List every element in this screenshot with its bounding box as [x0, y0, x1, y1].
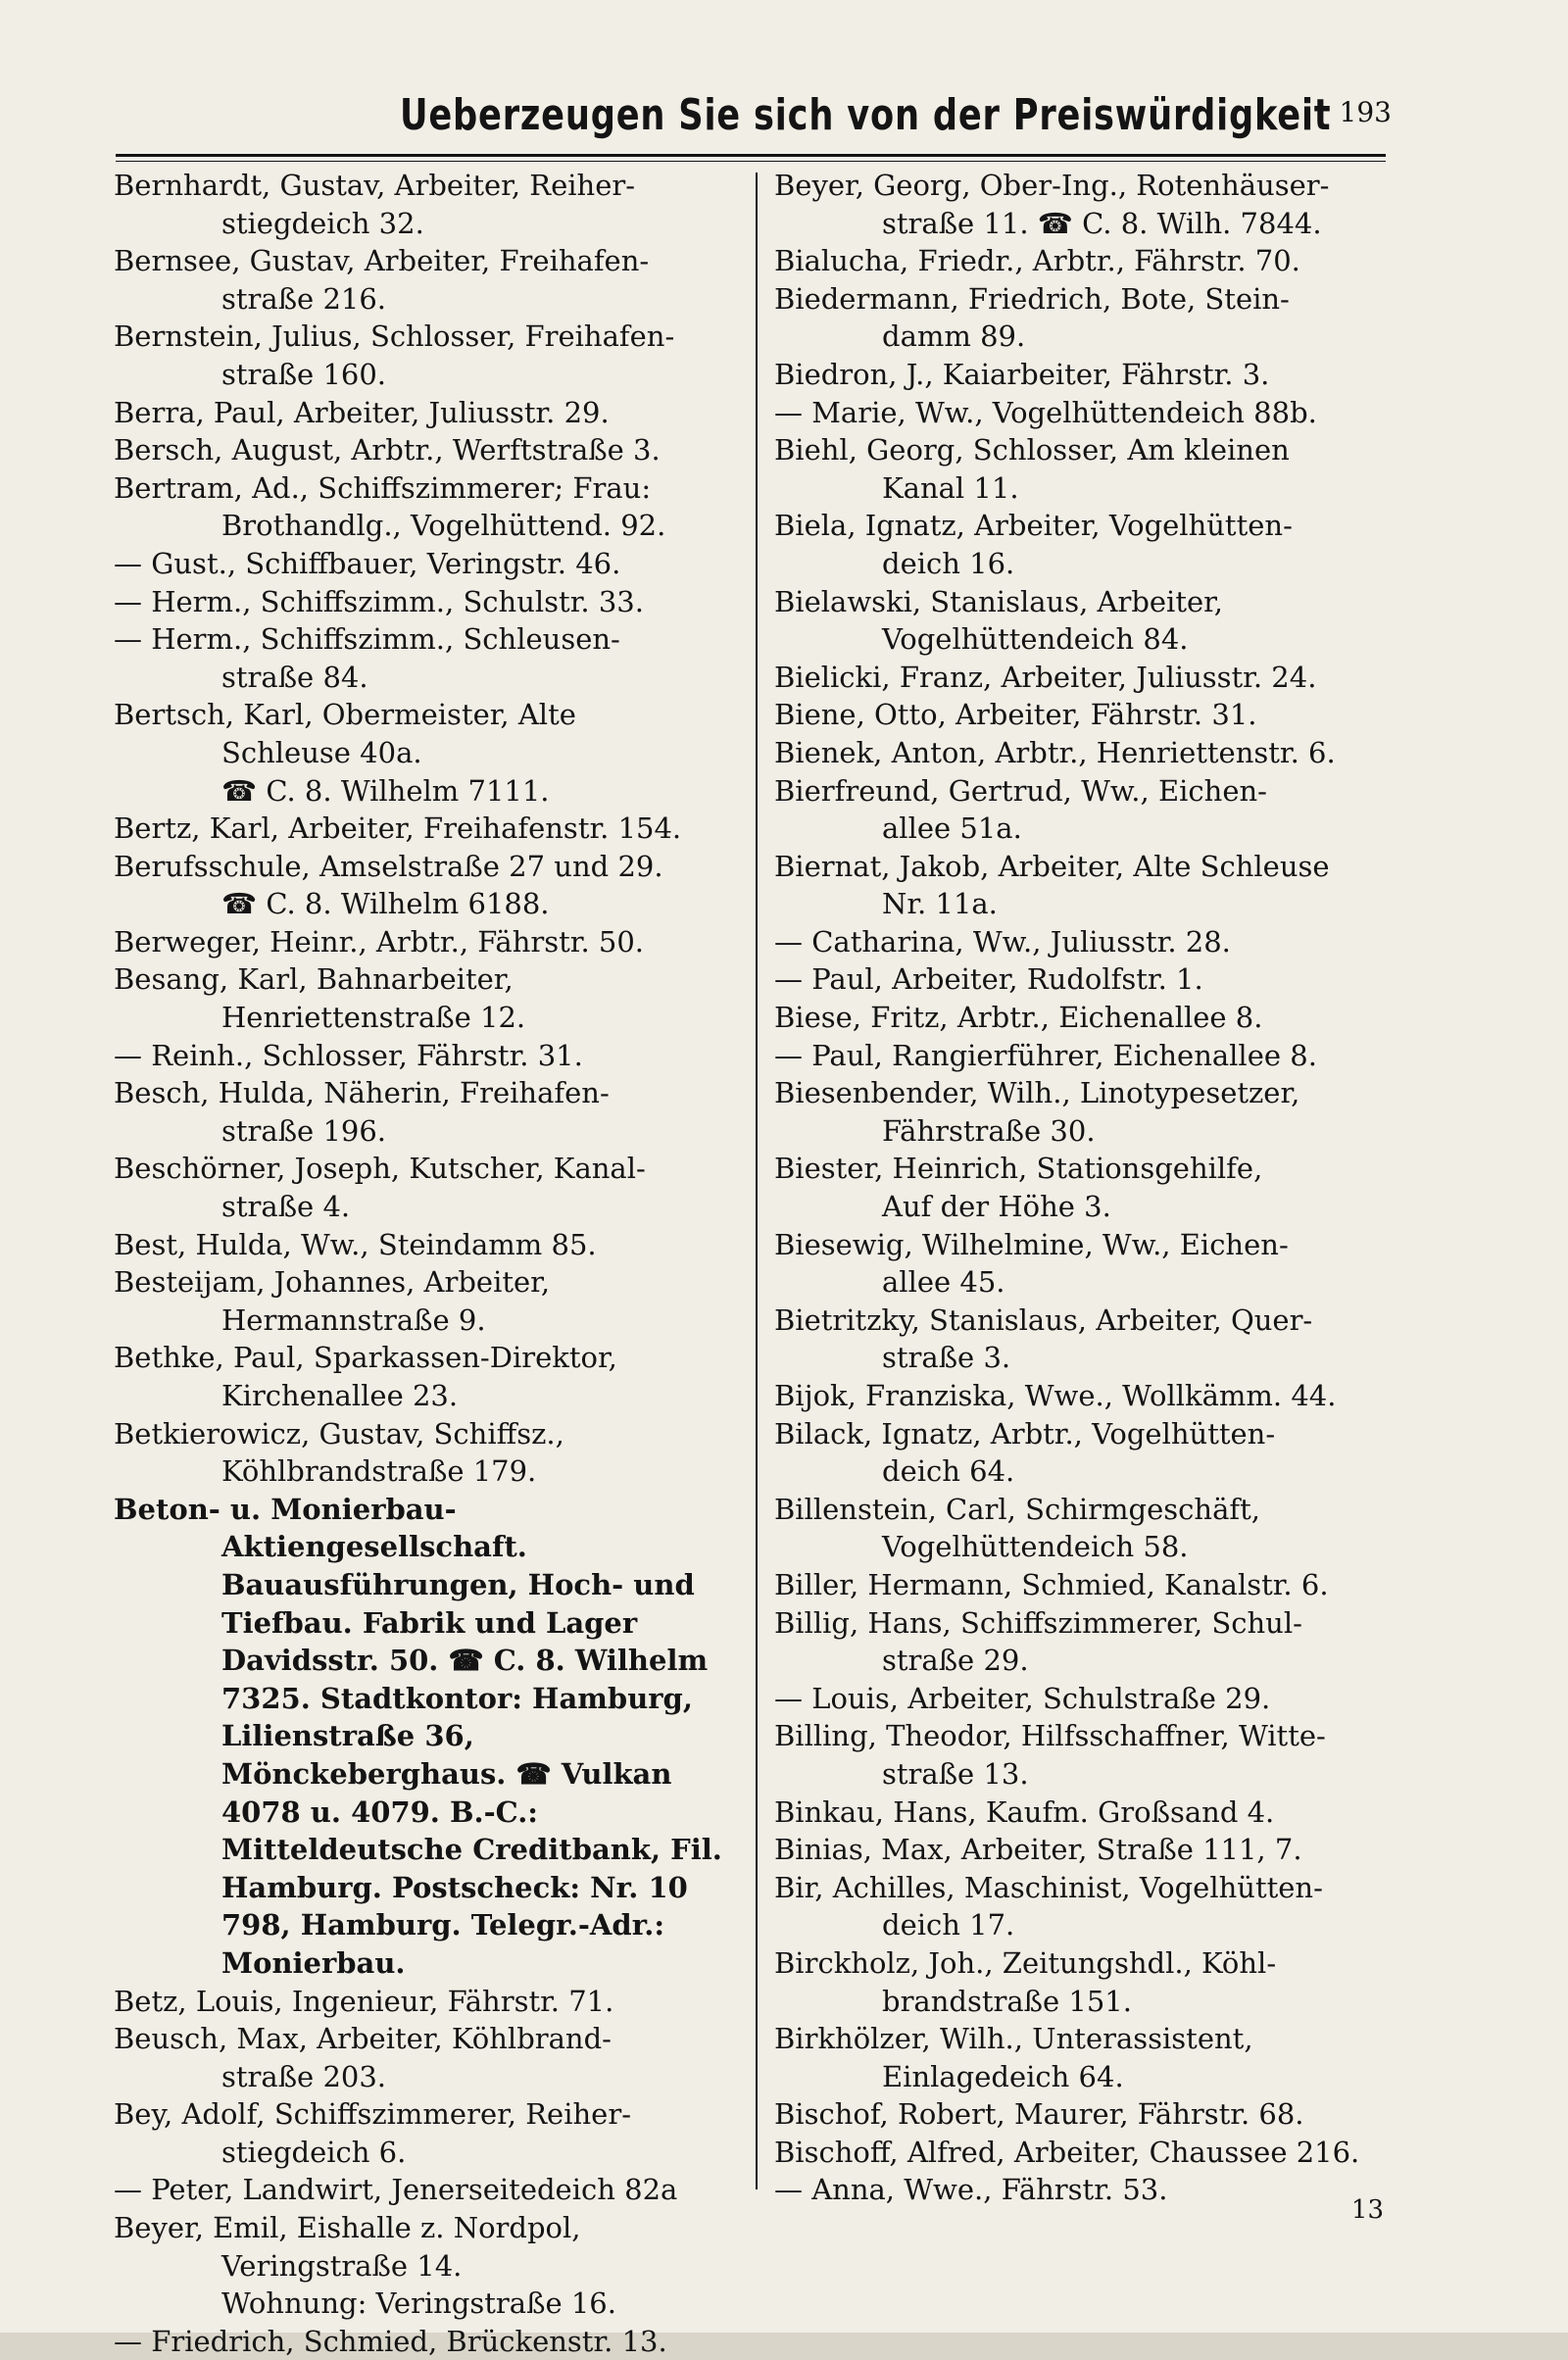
directory-entry: Bethke, Paul, Sparkassen-Direktor, Kirchenallee 23. — [114, 1341, 617, 1412]
directory-entry: Bischoff, Alfred, Arbeiter, Chaussee 216. — [774, 2135, 1360, 2169]
directory-entry: Besang, Karl, Bahnarbeiter, Henriettenstraße 12. — [114, 962, 526, 1035]
directory-entry: Billig, Hans, Schiffszimmerer, Schul- straße 29. — [774, 1605, 1302, 1678]
directory-entry: Beyer, Emil, Eishalle z. Nordpol, Veringstraße 14. Wohnung: Veringstraße 16. — [114, 2211, 616, 2321]
directory-entry: Bietritzky, Stanislaus, Arbeiter, Quer- straße 3. — [774, 1303, 1313, 1375]
directory-entry: Beton- u. Monierbau-Aktiengesellschaft. Bauausführungen, Hoch- und Tiefbau. Fabrik und Lager Davidsstr. 50. ☎ C. 8. Wilhelm 7325. Stadtkontor: Hamburg, Lilienstraße 36, Mönckeberghaus. ☎ Vulkan 4078 u. 4079. B.-C.: Mitteldeutsche Creditbank, Fil. Hamburg. Postscheck: Nr. 10 798, Hamburg. Telegr.-Adr.: Monierbau. — [114, 1492, 722, 1980]
directory-entry: Beyer, Georg, Ober-Ing., Rotenhäuser- straße 11. ☎ C. 8. Wilh. 7844. — [774, 169, 1330, 240]
directory-entry: Berra, Paul, Arbeiter, Juliusstr. 29. — [114, 395, 610, 429]
directory-entry: Birckholz, Joh., Zeitungshdl., Köhl- brandstraße 151. — [774, 1945, 1277, 2018]
directory-entry: — Anna, Wwe., Fährstr. 53. — [774, 2173, 1168, 2207]
directory-entry: — Friedrich, Schmied, Brückenstr. 13. — [114, 2324, 667, 2358]
directory-entry: Bialucha, Friedr., Arbtr., Fährstr. 70. — [774, 244, 1300, 278]
directory-entry: Bir, Achilles, Maschinist, Vogelhütten- deich 17. — [774, 1870, 1323, 1942]
directory-entry: Bersch, August, Arbtr., Werftstraße 3. — [114, 433, 661, 467]
directory-entry: Bertsch, Karl, Obermeister, Alte Schleuse 40a. ☎ C. 8. Wilhelm 7111. — [114, 698, 576, 808]
directory-entry: Billenstein, Carl, Schirmgeschäft, Vogelhüttendeich 58. — [774, 1492, 1260, 1564]
left-column — [114, 167, 741, 2360]
directory-entry: Biester, Heinrich, Stationsgehilfe, Auf der Höhe 3. — [774, 1152, 1263, 1224]
directory-entry: Bertz, Karl, Arbeiter, Freihafenstr. 154. — [114, 811, 682, 846]
directory-entry: — Gust., Schiffbauer, Veringstr. 46. — [114, 546, 621, 580]
directory-entry: Betkierowicz, Gustav, Schiffsz., Köhlbrandstraße 179. — [114, 1416, 564, 1489]
sheet-number: 13 — [1350, 2195, 1384, 2225]
directory-entry: — Catharina, Ww., Juliusstr. 28. — [774, 924, 1231, 959]
directory-entry: Bernhardt, Gustav, Arbeiter, Reiher- stiegdeich 32. — [114, 169, 636, 240]
directory-entry: — Herm., Schiffszimm., Schulstr. 33. — [114, 584, 644, 618]
directory-entry: Bilack, Ignatz, Arbtr., Vogelhütten- deich 64. — [774, 1416, 1276, 1489]
directory-entry: Billing, Theodor, Hilfsschaffner, Witte- straße 13. — [774, 1719, 1326, 1791]
directory-entry: Berweger, Heinr., Arbtr., Fährstr. 50. — [114, 924, 645, 959]
directory-entry: Best, Hulda, Ww., Steindamm 85. — [114, 1227, 597, 1261]
directory-entry: — Herm., Schiffszimm., Schleusen- straße 84. — [114, 622, 620, 694]
directory-entry: Biene, Otto, Arbeiter, Fährstr. 31. — [774, 698, 1257, 732]
directory-entry: Bertram, Ad., Schiffszimmerer; Frau: Brothandlg., Vogelhüttend. 92. — [114, 470, 666, 543]
directory-entry: Besteijam, Johannes, Arbeiter, Hermannstraße 9. — [114, 1265, 551, 1337]
directory-entry: Binias, Max, Arbeiter, Straße 111, 7. — [774, 1833, 1302, 1867]
directory-entry: Bischof, Robert, Maurer, Fährstr. 68. — [774, 2097, 1304, 2132]
directory-entry: Besch, Hulda, Näherin, Freihafen- straße 196. — [114, 1076, 610, 1148]
directory-entry: Bienek, Anton, Arbtr., Henriettenstr. 6. — [774, 735, 1336, 769]
page-header-title: Ueberzeugen Sie sich von der Preiswürdigkeit — [400, 90, 1332, 140]
directory-entry: Biedermann, Friedrich, Bote, Stein- damm 89. — [774, 281, 1290, 354]
directory-entry: Biesenbender, Wilh., Linotypesetzer, Fährstraße 30. — [774, 1076, 1300, 1148]
directory-entry: — Louis, Arbeiter, Schulstraße 29. — [774, 1681, 1271, 1715]
directory-entry: — Marie, Ww., Vogelhüttendeich 88b. — [774, 395, 1317, 429]
column-divider — [756, 172, 758, 2189]
directory-entry: Biese, Fritz, Arbtr., Eichenallee 8. — [774, 1001, 1263, 1035]
directory-entry: Beschörner, Joseph, Kutscher, Kanal- straße 4. — [114, 1152, 646, 1224]
directory-entry: Bernstein, Julius, Schlosser, Freihafen- straße 160. — [114, 320, 675, 391]
header-rule-thick — [116, 154, 1386, 157]
directory-entry: Bijok, Franziska, Wwe., Wollkämm. 44. — [774, 1379, 1337, 1412]
directory-entry: — Reinh., Schlosser, Fährstr. 31. — [114, 1038, 583, 1072]
directory-entry: Biller, Hermann, Schmied, Kanalstr. 6. — [774, 1567, 1329, 1601]
directory-entry: Biedron, J., Kaiarbeiter, Fährstr. 3. — [774, 357, 1270, 391]
directory-entry: — Paul, Rangierführer, Eichenallee 8. — [774, 1038, 1317, 1072]
directory-entry: Bielawski, Stanislaus, Arbeiter, Vogelhüttendeich 84. — [774, 584, 1224, 657]
directory-entry: Betz, Louis, Ingenieur, Fährstr. 71. — [114, 1984, 614, 2018]
directory-entry: Biesewig, Wilhelmine, Ww., Eichen- allee 45. — [774, 1227, 1289, 1300]
directory-entry: Binkau, Hans, Kaufm. Großsand 4. — [774, 1795, 1275, 1829]
directory-entry: Bielicki, Franz, Arbeiter, Juliusstr. 24. — [774, 660, 1317, 694]
directory-entry: Bernsee, Gustav, Arbeiter, Freihafen- straße 216. — [114, 244, 650, 316]
right-column — [774, 167, 1401, 2209]
header-rule-thin — [116, 161, 1386, 162]
directory-entry: Bierfreund, Gertrud, Ww., Eichen- allee 51a. — [774, 773, 1267, 846]
directory-entry: — Peter, Landwirt, Jenerseitedeich 82a — [114, 2173, 678, 2207]
directory-entry: — Paul, Arbeiter, Rudolfstr. 1. — [774, 962, 1203, 997]
directory-entry: Berufsschule, Amselstraße 27 und 29. ☎ C. 8. Wilhelm 6188. — [114, 849, 663, 921]
directory-entry: Biehl, Georg, Schlosser, Am kleinen Kanal 11. — [774, 433, 1290, 505]
directory-entry: Biernat, Jakob, Arbeiter, Alte Schleuse Nr. 11a. — [774, 849, 1330, 921]
directory-entry: Biela, Ignatz, Arbeiter, Vogelhütten- deich 16. — [774, 509, 1293, 580]
page-number: 193 — [1339, 96, 1392, 128]
directory-entry: Bey, Adolf, Schiffszimmerer, Reiher- stiegdeich 6. — [114, 2097, 631, 2169]
directory-entry: Birkhölzer, Wilh., Unterassistent, Einlagedeich 64. — [774, 2022, 1253, 2093]
directory-entry: Beusch, Max, Arbeiter, Köhlbrand- straße 203. — [114, 2022, 612, 2093]
